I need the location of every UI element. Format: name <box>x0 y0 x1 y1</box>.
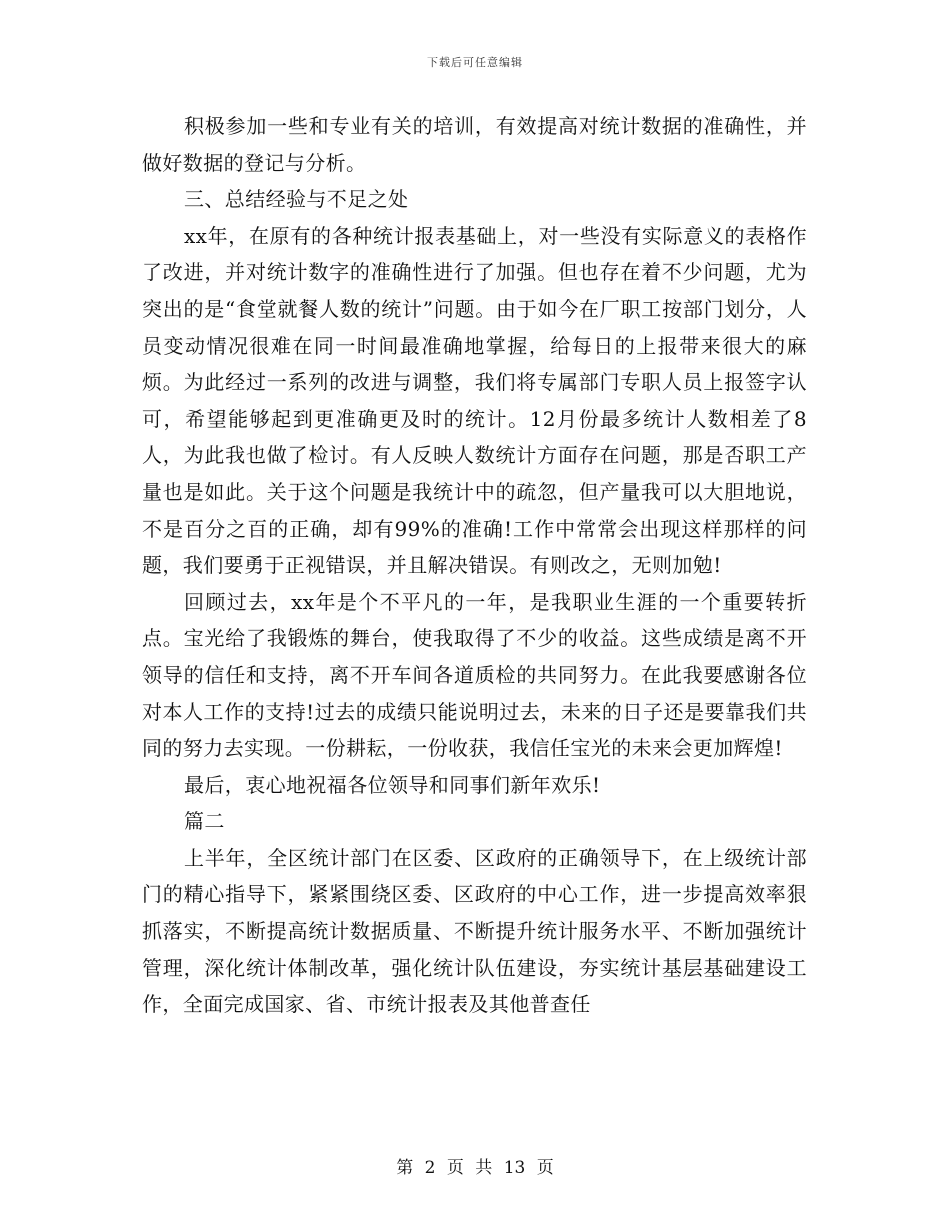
paragraph-statistics-issues: xx年，在原有的各种统计报表基础上，对一些没有实际意义的表格作了改进，并对统计数字的准确性进行了加强。但也存在着不少问题，尤为突出的是“食堂就餐人数的统计”问题。由于如今在厂职工按部门划分，人员变动情况很难在同一时间最准确地掌握，给每日的上报带来很大的麻烦。为此经过一系列的改进与调整，我们将专属部门专职人员上报签字认可，希望能够起到更准确更及时的统计。12月份最多统计人数相差了8人，为此我也做了检讨。有人反映人数统计方面存在问题，那是否职工产量也是如此。关于这个问题是我统计中的疏忽，但产量我可以大胆地说，不是百分之百的正确，却有99%的准确!工作中常常会出现这样那样的问题，我们要勇于正视错误，并且解决错误。有则改之，无则加勉! <box>142 223 807 578</box>
paragraph-half-year: 上半年，全区统计部门在区委、区政府的正确领导下，在上级统计部门的精心指导下，紧紧围绕区委、区政府的中心工作，进一步提高效率狠抓落实，不断提高统计数据质量、不断提升统计服务水平、不断加强统计管理，深化统计体制改革，强化统计队伍建设，夯实统计基层基础建设工作，全面完成国家、省、市统计报表及其他普查任 <box>142 845 807 1017</box>
section-heading-summary: 三、总结经验与不足之处 <box>184 187 409 212</box>
page-number: 第 2 页 共 13 页 <box>396 1158 554 1178</box>
paragraph-review: 回顾过去，xx年是个不平凡的一年，是我职业生涯的一个重要转折点。宝光给了我锻炼的舞台，使我取得了不少的收益。这些成绩是离不开领导的信任和支持，离不开车间各道质检的共同努力。在此我要感谢各位对本人工作的支持!过去的成绩只能说明过去，未来的日子还是要靠我们共同的努力去实现。一份耕耘，一份收获，我信任宝光的未来会更加辉煌! <box>142 589 807 761</box>
section-heading-part-two: 篇二 <box>184 809 225 834</box>
paragraph-training: 积极参加一些和专业有关的培训，有效提高对统计数据的准确性，并做好数据的登记与分析。 <box>142 114 807 175</box>
paragraph-closing: 最后，衷心地祝福各位领导和同事们新年欢乐! <box>184 772 601 797</box>
document-body <box>142 108 807 1023</box>
header-note: 下载后可任意编辑 <box>427 56 523 69</box>
